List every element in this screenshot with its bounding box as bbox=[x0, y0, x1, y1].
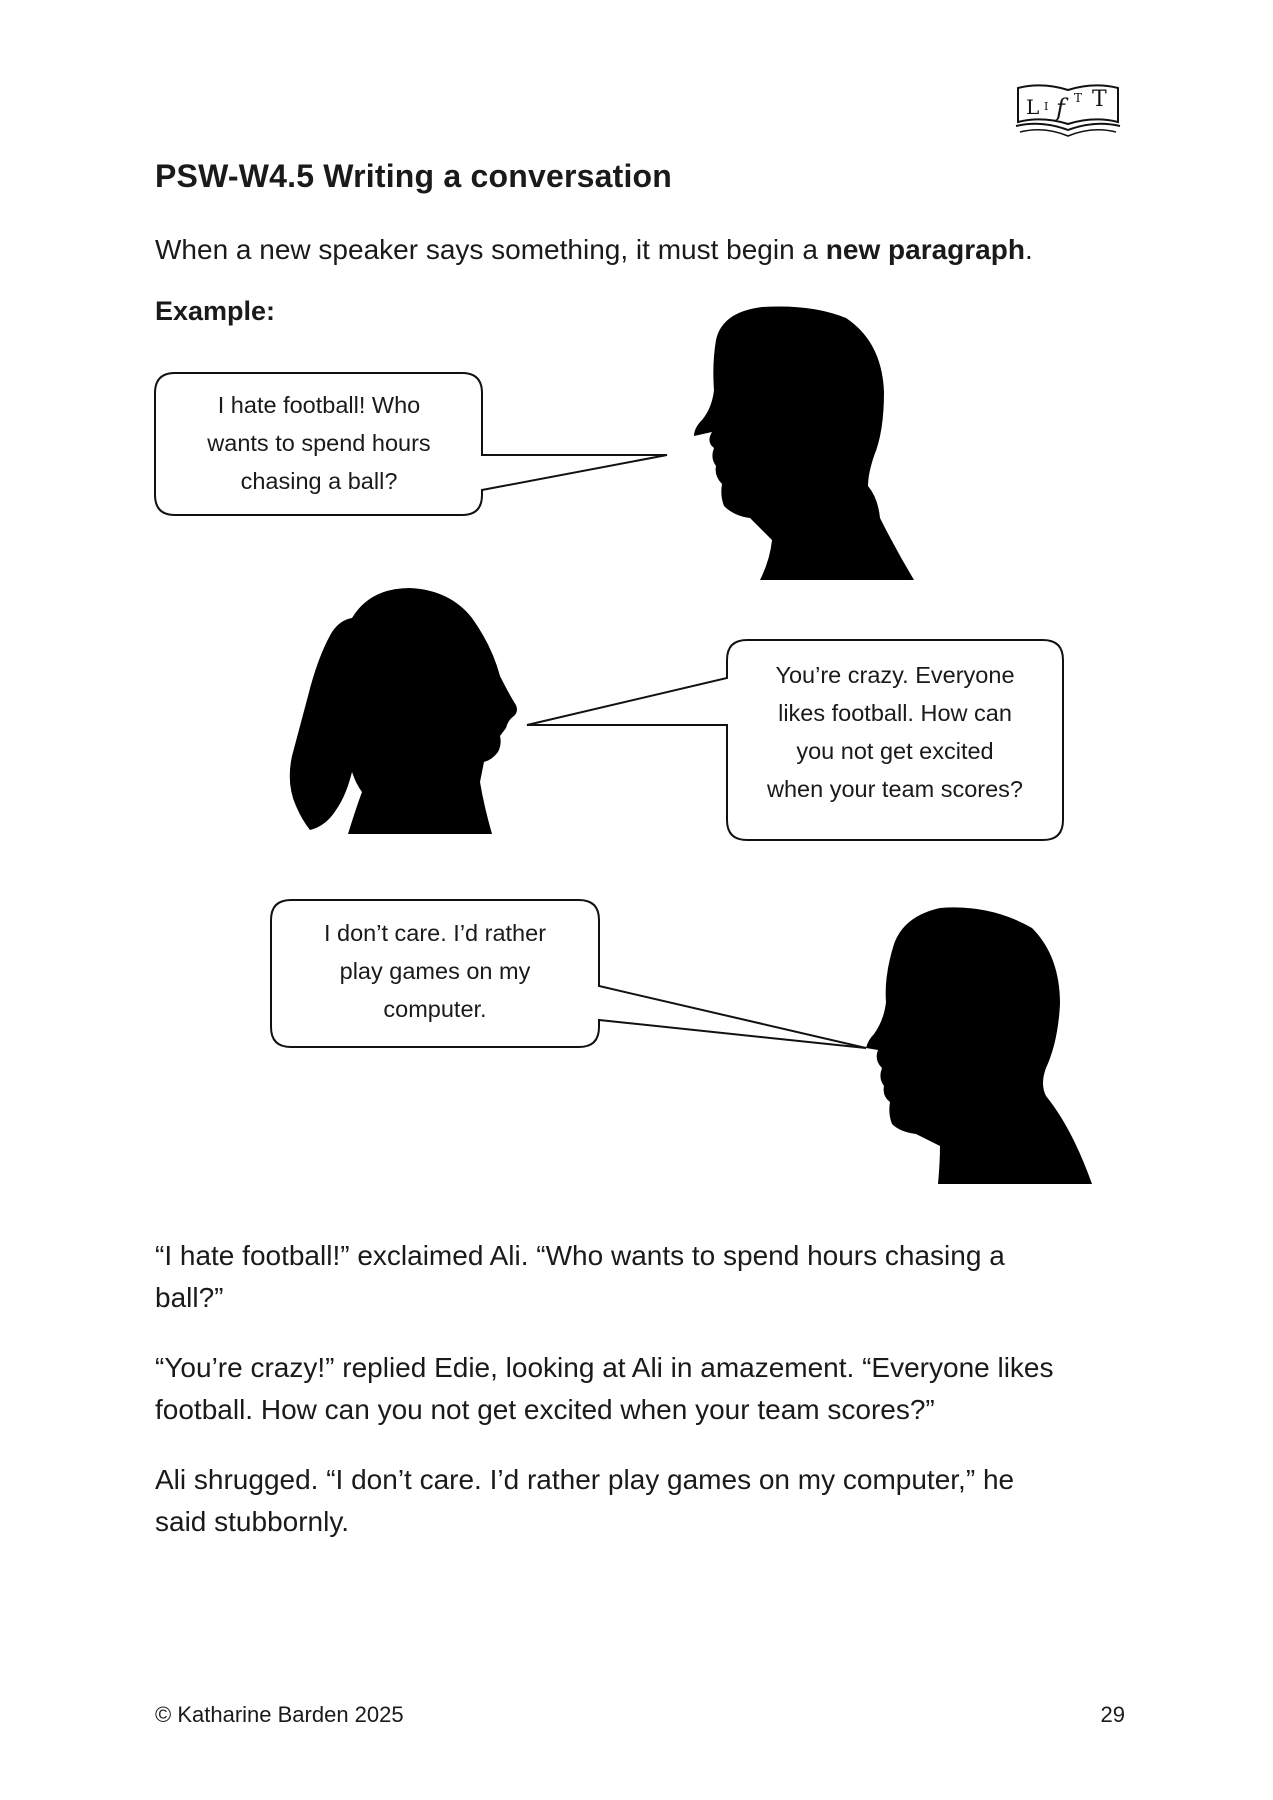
page-title: PSW-W4.5 Writing a conversation bbox=[155, 158, 673, 194]
bubble-line: when your team scores? bbox=[766, 776, 1023, 802]
footer-copyright: © Katharine Barden 2025 bbox=[155, 1702, 404, 1727]
intro-text-end: . bbox=[1024, 234, 1033, 265]
bubble-line: chasing a ball? bbox=[240, 468, 398, 494]
paragraph-line: football. How can you not get excited when your team scores?” bbox=[155, 1394, 935, 1425]
svg-text:T: T bbox=[1092, 87, 1107, 112]
speech-bubble-2-text bbox=[732, 656, 1058, 808]
bubble-line: You’re crazy. Everyone bbox=[775, 662, 1015, 688]
paragraph-line: Ali shrugged. “I don’t care. I’d rather play games on my computer,” he bbox=[155, 1464, 1015, 1495]
bubble-line: likes football. How can bbox=[778, 700, 1012, 726]
speech-bubble-1-text bbox=[160, 386, 478, 500]
bubble-line: you not get excited bbox=[796, 738, 994, 764]
paragraph-line: “I hate football!” exclaimed Ali. “Who wants to spend hours chasing a bbox=[155, 1240, 1005, 1271]
bubble-line: wants to spend hours bbox=[207, 430, 431, 456]
example-label: Example: bbox=[155, 296, 276, 326]
intro-text-bold: new paragraph bbox=[825, 234, 1025, 265]
paragraph-line: “You’re crazy!” replied Edie, looking at Ali in amazement. “Everyone likes bbox=[155, 1352, 1054, 1383]
woman-silhouette bbox=[290, 588, 517, 834]
paragraph-line: ball?” bbox=[155, 1282, 224, 1313]
intro-text-start: When a new speaker says something, it must begin a bbox=[155, 234, 826, 265]
bubble-line: computer. bbox=[383, 996, 487, 1022]
svg-text:T: T bbox=[1074, 91, 1083, 105]
bubble-line: I don’t care. I’d rather bbox=[323, 920, 547, 946]
page-number: 29 bbox=[1100, 1702, 1125, 1727]
dialogue-paragraph-3 bbox=[155, 1459, 1145, 1543]
paragraph-line: said stubbornly. bbox=[155, 1506, 350, 1537]
man-silhouette-1 bbox=[694, 306, 914, 580]
svg-text:f: f bbox=[1056, 94, 1065, 122]
dialogue-paragraph-1 bbox=[155, 1235, 1145, 1319]
speech-bubble-3-text bbox=[276, 914, 594, 1028]
bubble-line: play games on my bbox=[339, 958, 531, 984]
dialogue-paragraph-2 bbox=[155, 1347, 1145, 1431]
bubble-line: I hate football! Who bbox=[217, 392, 421, 418]
svg-text:I: I bbox=[1044, 100, 1049, 113]
svg-text:L: L bbox=[1026, 95, 1040, 119]
man-silhouette-2 bbox=[866, 907, 1092, 1184]
